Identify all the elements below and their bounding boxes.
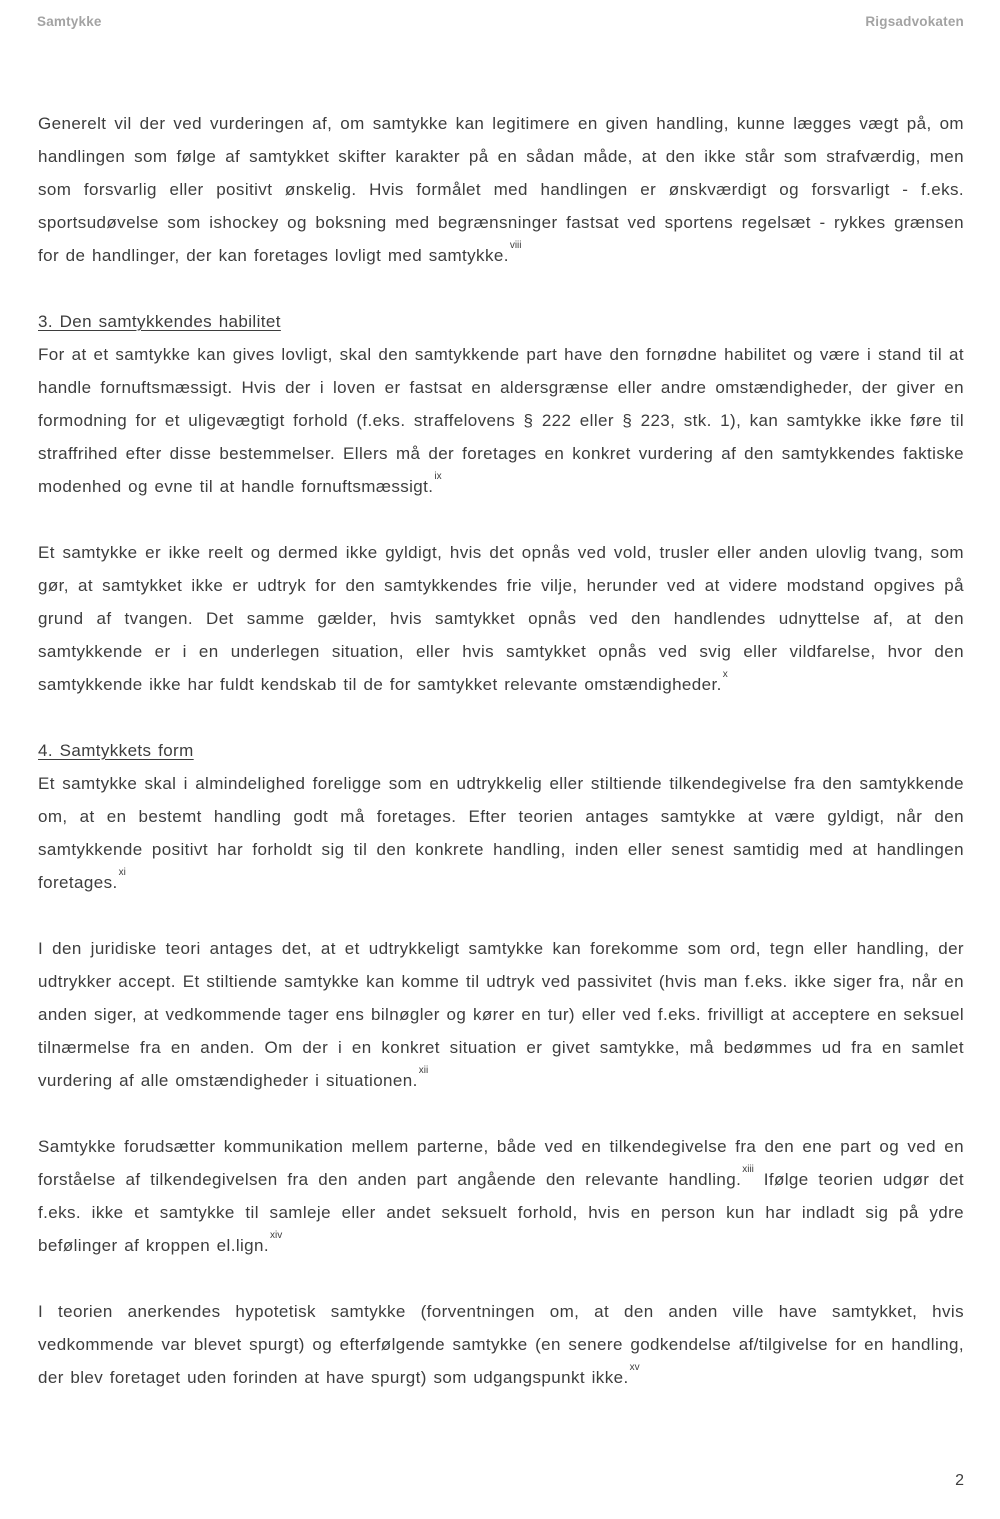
footnote-ref-xiii: xiii — [742, 1164, 754, 1176]
footnote-ref-xi: xi — [118, 867, 126, 879]
paragraph-tilkendegivelse — [38, 767, 964, 899]
paragraph-text: I teorien anerkendes hypotetisk samtykke (forventningen om, at den anden ville have samtykket, hvis vedkommende var blevet spurgt) og efterfølgende samtykke (en senere godkendelse af/tilgivelse for en handling, der blev foretaget uden forinden at have spurgt) som udgangspunkt ikke. — [38, 1302, 964, 1387]
footnote-ref-xiv: xiv — [270, 1230, 283, 1242]
section-heading-habilitet: 3. Den samtykkendes habilitet — [38, 312, 281, 331]
page-number: 2 — [955, 1472, 964, 1489]
paragraph-habilitet — [38, 338, 964, 503]
paragraph-text: Et samtykke er ikke reelt og dermed ikke gyldigt, hvis det opnås ved vold, trusler eller anden ulovlig tvang, som gør, at samtykket ikke er udtryk for den samtykkendes frie vilje, herunder ved at videre modstand opgives på grund af tvangen. Det samme gælder, hvis samtykket opnås ved den handlendes udnyttelse af, at den samtykkende er i en underlegen situation, eller hvis samtykket opnås ved svig eller vildfarelse, hvor den samtykkende ikke har fuldt kendskab til de for samtykket relevante omstændigheder. — [38, 543, 964, 694]
footnote-ref-x: x — [722, 669, 728, 681]
paragraph-hypotetisk-samtykke — [38, 1295, 964, 1394]
section-heading-samtykkets-form: 4. Samtykkets form — [38, 741, 194, 760]
paragraph-general-assessment — [38, 107, 964, 272]
paragraph-juridisk-teori — [38, 932, 964, 1097]
paragraph-text: For at et samtykke kan gives lovligt, skal den samtykkende part have den fornødne habilitet og være i stand til at handle fornuftsmæssigt. Hvis der i loven er fastsat en aldersgrænse eller andre omstændigheder, der giver en formodning for et uligevægtigt forhold (f.eks. straffelovens § 222 eller § 223, stk. 1), kan samtykke ikke føre til straffrihed efter disse bestemmelser. Ellers må der foretages en konkret vurdering af den samtykkendes faktiske modenhed og evne til at handle fornuftsmæssigt. — [38, 345, 964, 496]
header-authority-name: Rigsadvokaten — [865, 14, 964, 29]
paragraph-text: Samtykke forudsætter kommunikation mellem parterne, både ved en tilkendegivelse fra den ene part og ved en forståelse af tilkendegivelsen fra den anden part angående den relevante handling. — [38, 1137, 964, 1189]
paragraph-text: Generelt vil der ved vurderingen af, om samtykke kan legitimere en given handling, kunne lægges vægt på, om handlingen som følge af samtykket skifter karakter på en sådan måde, at den ikke står som strafværdig, men som forsvarlig eller positivt ønskelig. Hvis formålet med handlingen er ønskværdigt og forsvarligt - f.eks. sportsudøvelse som ishockey og boksning med begrænsninger fastsat ved sportens regelsæt - rykkes grænsen for de handlinger, der kan foretages lovligt med samtykke. — [38, 114, 964, 265]
footnote-ref-xii: xii — [418, 1065, 429, 1077]
paragraph-text: I den juridiske teori antages det, at et udtrykkeligt samtykke kan forekomme som ord, tegn eller handling, der udtrykker accept. Et stiltiende samtykke kan komme til udtryk ved passivitet (hvis man f.eks. ikke siger fra, når en anden siger, at vedkommende tager ens bilnøgler og kører en tur) eller ved f.eks. frivilligt at acceptere en seksuel tilnærmelse fra en anden. Om der i en konkret situation er givet samtykke, må bedømmes ud fra en samlet vurdering af alle omstændigheder i situationen. — [38, 939, 964, 1090]
paragraph-kommunikation — [38, 1130, 964, 1262]
footnote-ref-ix: ix — [434, 471, 442, 483]
document-body — [0, 107, 1000, 1394]
paragraph-text: Et samtykke skal i almindelighed foreligge som en udtrykkelig eller stiltiende tilkendegivelse fra den samtykkende om, at en bestemt handling godt må foretages. Efter teorien antages samtykke at være gyldigt, når den samtykkende positivt har forholdt sig til den konkrete handling, inden eller senest samtidig med at handlingen foretages. — [38, 774, 964, 892]
page-footer — [955, 1472, 964, 1490]
header-document-title: Samtykke — [37, 14, 102, 29]
footnote-ref-xv: xv — [629, 1362, 640, 1374]
paragraph-text: Ifølge teorien udgør det f.eks. ikke et samtykke til samleje eller andet seksuelt forhold, hvis en person kun har indladt sig på ydre befølinger af kroppen el.lign. — [38, 1170, 964, 1255]
paragraph-gyldighed — [38, 536, 964, 701]
page-header — [0, 0, 1000, 29]
footnote-ref-viii: viii — [509, 240, 522, 252]
